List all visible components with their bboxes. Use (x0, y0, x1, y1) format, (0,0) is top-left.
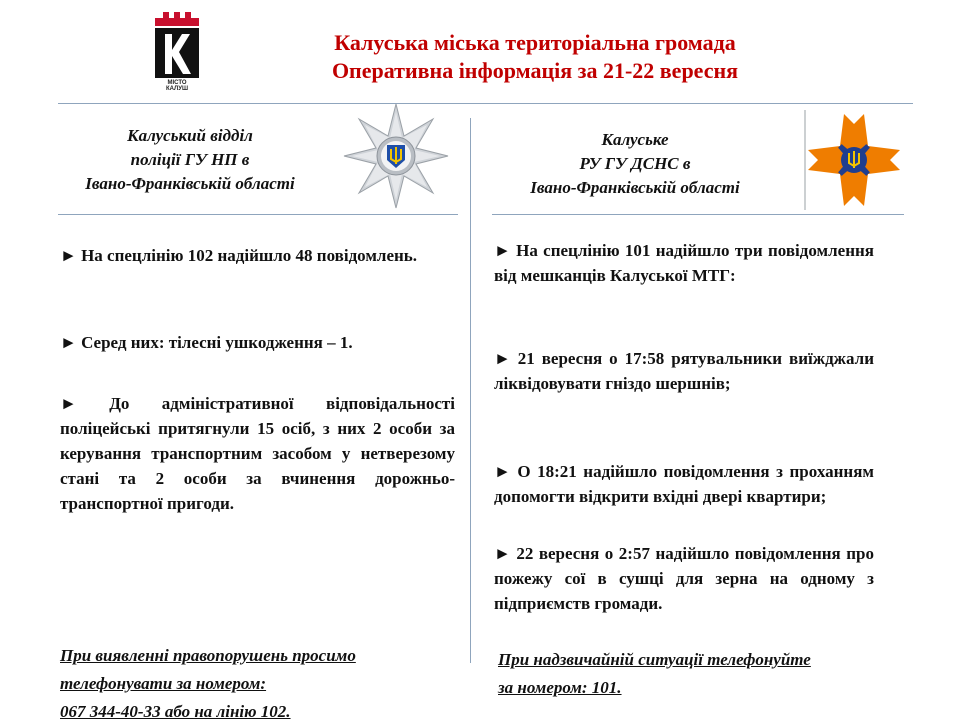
kalush-logo-icon (155, 12, 199, 80)
page-subtitle: Оперативна інформація за 21-22 вересня (331, 58, 739, 83)
dsns-header-divider (492, 214, 904, 215)
police-item: ► Серед них: тілесні ушкодження – 1. (60, 333, 353, 352)
city-logo (155, 12, 199, 90)
logo-caption: МІСТО КАЛУШ (165, 80, 189, 92)
top-divider (58, 103, 913, 104)
dsns-footer: При надзвичайній ситуації телефонуйте за номером: 101. (498, 650, 811, 697)
dsns-item: ► О 18:21 надійшло повідомлення з проханням допомогти відкрити вхідні двері квартири; (494, 462, 874, 506)
police-item: ► На спецлінію 102 надійшло 48 повідомлень. (60, 246, 418, 265)
dsns-item: ► 21 вересня о 17:58 рятувальники виїжджали ліквідовувати гніздо шершнів; (494, 349, 874, 393)
police-department-name: Калуський відділ поліції ГУ НП в Івано-Франківській області (85, 126, 295, 193)
police-star-emblem-icon (342, 102, 450, 210)
dsns-item: ► На спецлінію 101 надійшло три повідомлення від мешканців Калуської МТГ: (494, 241, 874, 285)
police-footer: При виявленні правопорушень просимо телефонувати за номером: 067 344-40-33 або на лінію 102. (60, 646, 356, 721)
column-divider (470, 118, 471, 663)
dsns-department-name: Калуське РУ ГУ ДСНС в Івано-Франківській області (530, 130, 740, 197)
police-item: ► До адміністративної відповідальності поліцейські притягнули 15 осіб, з них 2 особи за керування транспортним засобом у нетверезому стані та 2 особи за вчинення дорожньо-транспортної пригоди. (60, 394, 455, 513)
dsns-cross-emblem-icon (804, 110, 904, 210)
dsns-item: ► 22 вересня о 2:57 надійшло повідомлення про пожежу сої в сушці для зерна на одному з підприємств громади. (494, 544, 874, 613)
police-header-divider (58, 214, 458, 215)
page-title: Калуська міська територіальна громада (334, 30, 736, 55)
